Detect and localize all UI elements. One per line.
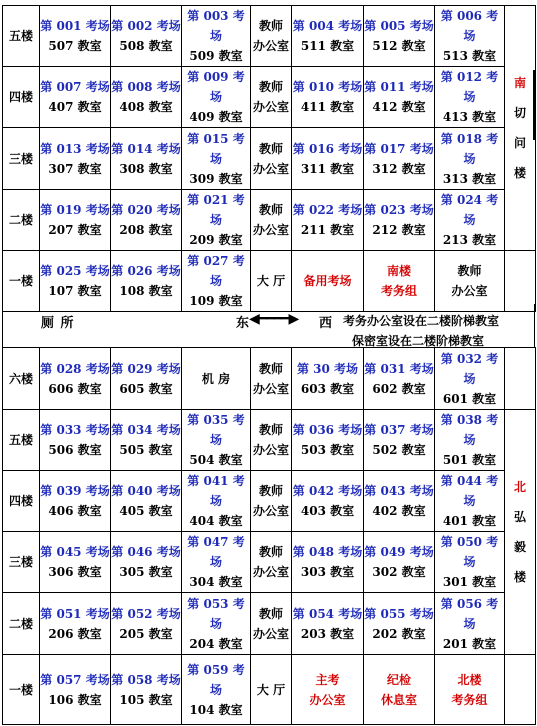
exam-room-cell (111, 251, 182, 312)
classroom-number: 313 教室 (442, 171, 497, 186)
teacher-office-cell (251, 128, 292, 190)
lobby-cell: 大 厅 (251, 251, 292, 312)
exam-room-title: 第 046 考场 (111, 545, 181, 559)
classroom-number: 409 教室 (189, 110, 243, 124)
teacher-office-cell-line: 办公室 (252, 39, 289, 53)
classroom-number: 312 教室 (372, 161, 426, 176)
classroom-number: 402 教室 (372, 504, 426, 518)
classroom-number: 307 教室 (48, 161, 102, 176)
exam-room-title: 第 012 考场 (440, 70, 499, 104)
exam-room-title: 第 036 考场 (292, 423, 363, 437)
exam-room-title: 第 016 考场 (292, 141, 363, 156)
exam-room-cell (111, 593, 182, 655)
exam-room-cell (364, 6, 435, 67)
exam-affairs-cell (435, 655, 505, 725)
exam-room-cell (40, 655, 111, 725)
exam-room-title: 第 002 考场 (111, 19, 181, 33)
exam-room-title: 第 003 考场 (187, 9, 245, 43)
teacher-office-cell-line: 教师 (258, 361, 283, 376)
exam-room-title: 第 015 考场 (187, 131, 245, 166)
teacher-office-cell (251, 190, 292, 251)
classroom-number: 302 教室 (372, 565, 426, 579)
exam-room-cell (40, 128, 111, 190)
teacher-office-cell-line: 办公室 (252, 626, 289, 641)
classroom-number: 211 教室 (300, 223, 355, 237)
classroom-number: 413 教室 (442, 110, 497, 124)
classroom-number: 503 教室 (300, 443, 355, 457)
exam-room-cell (111, 67, 182, 128)
exam-room-cell (111, 6, 182, 67)
exam-room-title: 第 047 考场 (187, 535, 245, 569)
exam-room-cell (182, 471, 251, 532)
building-name-char: 弘 (513, 510, 526, 524)
exam-room-cell (364, 67, 435, 128)
exam-room-title: 第 058 考场 (111, 672, 181, 687)
exam-room-title: 第 038 考场 (440, 413, 499, 447)
discipline-lounge-cell-line: 纪检 (386, 672, 411, 687)
exam-room-cell (40, 532, 111, 593)
exam-room-title: 第 040 考场 (111, 484, 181, 498)
classroom-number: 205 教室 (119, 626, 173, 641)
teacher-office-cell (251, 6, 292, 67)
classroom-number: 406 教室 (48, 504, 102, 518)
classroom-number: 203 教室 (300, 626, 355, 641)
exam-room-cell (182, 593, 251, 655)
exam-room-title: 第 025 考场 (40, 264, 110, 278)
classroom-number: 505 教室 (119, 443, 173, 457)
exam-room-title: 第 032 考场 (440, 351, 499, 386)
exam-room-title: 第 007 考场 (40, 80, 110, 94)
exam-room-title: 第 029 考场 (111, 361, 181, 376)
exam-room-title: 第 033 考场 (40, 423, 110, 437)
exam-room-title: 第 034 考场 (111, 423, 181, 437)
exam-room-cell (182, 532, 251, 593)
exam-room-cell (364, 190, 435, 251)
teacher-office-cell-line: 办公室 (252, 443, 289, 457)
classroom-number: 601 教室 (442, 391, 497, 406)
classroom-number: 502 教室 (372, 443, 426, 457)
classroom-number: 202 教室 (372, 626, 426, 641)
floor-label: 二楼 (3, 190, 40, 251)
building-name-char: 楼 (513, 166, 526, 180)
floor-label: 四楼 (3, 471, 40, 532)
exam-room-title: 第 014 考场 (111, 141, 181, 156)
classroom-number: 509 教室 (189, 49, 243, 63)
classroom-number: 507 教室 (48, 39, 102, 53)
classroom-number: 204 教室 (189, 636, 243, 651)
exam-room-cell (182, 190, 251, 251)
exam-room-title: 第 045 考场 (40, 545, 110, 559)
classroom-number: 501 教室 (442, 453, 497, 467)
north-building-grid (2, 5, 536, 312)
classroom-number: 213 教室 (442, 233, 497, 247)
exam-room-cell (182, 128, 251, 190)
exam-room-cell (111, 410, 182, 471)
classroom-number: 201 教室 (442, 636, 497, 651)
exam-room-cell (111, 190, 182, 251)
exam-room-cell (40, 471, 111, 532)
floor-row (3, 593, 536, 655)
teacher-office-cell-line: 教师 (258, 80, 283, 94)
classroom-number: 408 教室 (119, 100, 173, 114)
building-name-char: 问 (513, 136, 526, 150)
exam-room-title: 第 051 考场 (40, 606, 110, 621)
teacher-office-cell (251, 67, 292, 128)
teacher-office-cell (251, 593, 292, 655)
exam-affairs-cell-line: 北楼 (457, 672, 482, 687)
floor-row (3, 471, 536, 532)
floor-row (3, 6, 536, 67)
exam-room-cell (292, 532, 364, 593)
floor-label: 四楼 (3, 67, 40, 128)
teacher-office-cell-line: 教师 (258, 141, 283, 156)
building-name-label (505, 6, 536, 251)
safe-room-note: 保密室设在二楼阶梯教室 (352, 334, 485, 348)
classroom-number: 504 教室 (189, 453, 243, 467)
classroom-number: 309 教室 (189, 171, 243, 186)
exam-room-title: 第 021 考场 (187, 193, 245, 227)
exam-room-cell (364, 593, 435, 655)
exam-room-title: 第 048 考场 (292, 545, 363, 559)
classroom-number: 105 教室 (119, 692, 173, 707)
floor-label: 二楼 (3, 593, 40, 655)
classroom-number: 212 教室 (372, 223, 426, 237)
floor-row (3, 128, 536, 190)
exam-room-title: 第 049 考场 (364, 545, 434, 559)
classroom-number: 404 教室 (189, 514, 243, 528)
teacher-office-cell-line: 办公室 (451, 284, 488, 298)
exam-room-title: 第 020 考场 (111, 203, 181, 217)
exam-room-title: 第 057 考场 (40, 672, 110, 687)
classroom-number: 403 教室 (300, 504, 355, 518)
exam-room-title: 第 022 考场 (292, 203, 363, 217)
thick-edge-mark (533, 70, 536, 140)
south-building-grid (2, 347, 536, 725)
classroom-number: 208 教室 (119, 223, 173, 237)
exam-room-title: 第 052 考场 (111, 606, 181, 621)
chief-examiner-office-cell (292, 655, 364, 725)
exam-room-title: 第 013 考场 (40, 141, 110, 156)
exam-room-title: 第 041 考场 (187, 474, 245, 508)
exam-room-title: 第 023 考场 (364, 203, 434, 217)
exam-room-cell (111, 532, 182, 593)
exam-room-title: 第 017 考场 (364, 141, 434, 156)
classroom-number: 512 教室 (372, 39, 426, 53)
east-label: 东 (236, 316, 250, 331)
building-name-char: 北 (513, 480, 526, 494)
floor-row (3, 190, 536, 251)
building-name-char: 南 (513, 76, 526, 90)
teacher-office-cell-line: 教师 (258, 19, 283, 33)
floor-row (3, 655, 536, 725)
chief-examiner-office-cell-line: 主考 (315, 672, 340, 687)
teacher-office-cell (251, 471, 292, 532)
exam-room-title: 第 019 考场 (40, 203, 110, 217)
classroom-number: 304 教室 (189, 575, 243, 589)
classroom-number: 405 教室 (119, 504, 173, 518)
exam-room-cell (292, 593, 364, 655)
teacher-office-cell-line: 办公室 (252, 565, 289, 579)
exam-room-cell (40, 6, 111, 67)
classroom-number: 209 教室 (189, 233, 243, 247)
teacher-office-cell-line: 办公室 (252, 100, 289, 114)
teacher-office-cell-line: 教师 (258, 545, 283, 559)
exam-room-title: 第 027 考场 (187, 254, 245, 288)
building-name-char: 毅 (513, 540, 526, 554)
exam-room-cell (435, 190, 505, 251)
teacher-office-cell (251, 532, 292, 593)
floor-label: 六楼 (3, 348, 40, 410)
discipline-lounge-cell-line: 休息室 (380, 692, 417, 707)
exam-room-cell (435, 348, 505, 410)
exam-room-cell (435, 593, 505, 655)
exam-room-title: 第 044 考场 (440, 474, 499, 508)
classroom-number: 305 教室 (119, 565, 173, 579)
empty-cell (505, 348, 536, 410)
exam-room-cell (111, 348, 182, 410)
classroom-number: 106 教室 (48, 692, 102, 707)
empty-cell (505, 655, 536, 725)
exam-room-title: 第 008 考场 (111, 80, 181, 94)
exam-room-cell (435, 67, 505, 128)
floor-label: 三楼 (3, 532, 40, 593)
exam-room-cell (364, 128, 435, 190)
exam-room-title: 第 042 考场 (292, 484, 363, 498)
double-arrow-icon: ◀━━━━▶ (249, 311, 299, 327)
exam-room-title: 第 011 考场 (364, 80, 434, 94)
classroom-number: 108 教室 (119, 284, 173, 298)
classroom-number: 308 教室 (119, 161, 173, 176)
teacher-office-cell (251, 410, 292, 471)
exam-room-title: 第 009 考场 (187, 70, 245, 104)
exam-room-title: 第 031 考场 (364, 361, 434, 376)
classroom-number: 411 教室 (300, 100, 355, 114)
exam-room-title: 第 010 考场 (292, 80, 363, 94)
classroom-number: 206 教室 (48, 626, 102, 641)
exam-room-title: 第 059 考场 (187, 662, 245, 697)
exam-room-title: 第 006 考场 (440, 9, 499, 43)
exam-room-cell (292, 128, 364, 190)
exam-room-title: 第 053 考场 (187, 596, 245, 631)
exam-room-cell (292, 67, 364, 128)
exam-room-title: 第 005 考场 (364, 19, 434, 33)
exam-room-cell (292, 471, 364, 532)
classroom-number: 513 教室 (442, 49, 497, 63)
machine-room-cell: 机 房 (182, 348, 251, 410)
empty-cell (505, 251, 536, 312)
spare-room-cell: 备用考场 (292, 251, 364, 312)
exam-room-title: 第 039 考场 (40, 484, 110, 498)
exam-room-cell (182, 251, 251, 312)
exam-room-title: 第 056 考场 (440, 596, 499, 631)
exam-room-title: 第 30 考场 (296, 361, 359, 376)
exam-room-title: 第 054 考场 (292, 606, 363, 621)
chief-examiner-office-cell-line: 办公室 (309, 692, 346, 707)
exam-room-cell (364, 410, 435, 471)
exam-room-title: 第 028 考场 (40, 361, 110, 376)
exam-room-title: 第 001 考场 (40, 19, 110, 33)
exam-room-cell (40, 251, 111, 312)
classroom-number: 109 教室 (189, 294, 243, 308)
exam-room-cell (182, 655, 251, 725)
exam-room-cell (292, 410, 364, 471)
exam-room-title: 第 018 考场 (440, 131, 499, 166)
classroom-number: 506 教室 (48, 443, 102, 457)
classroom-number: 412 教室 (372, 100, 426, 114)
building-name-char: 楼 (513, 570, 526, 584)
teacher-office-cell (435, 251, 505, 312)
teacher-office-cell-line: 教师 (258, 203, 283, 217)
floor-label: 三楼 (3, 128, 40, 190)
classroom-number: 104 教室 (189, 702, 243, 717)
floor-label: 五楼 (3, 6, 40, 67)
exam-room-cell (40, 67, 111, 128)
exam-room-cell (40, 593, 111, 655)
classroom-number: 107 教室 (48, 284, 102, 298)
classroom-number: 303 教室 (300, 565, 355, 579)
exam-room-title: 第 026 考场 (111, 264, 181, 278)
floor-row (3, 251, 536, 312)
exam-affairs-cell (364, 251, 435, 312)
exam-affairs-cell-line: 考务组 (451, 692, 488, 707)
exam-room-cell (292, 348, 364, 410)
exam-room-cell (435, 471, 505, 532)
exam-room-title: 第 043 考场 (364, 484, 434, 498)
exam-room-title: 第 037 考场 (364, 423, 434, 437)
exam-room-cell (364, 471, 435, 532)
classroom-number: 603 教室 (300, 381, 355, 396)
classroom-number: 407 教室 (48, 100, 102, 114)
classroom-number: 207 教室 (48, 223, 102, 237)
exam-room-title: 第 024 考场 (440, 193, 499, 227)
teacher-office-cell-line: 教师 (258, 606, 283, 621)
building-name-label (505, 410, 536, 655)
exam-room-cell (182, 67, 251, 128)
exam-room-cell (40, 410, 111, 471)
exam-room-cell (364, 532, 435, 593)
exam-affairs-cell-line: 考务组 (380, 284, 417, 298)
floor-row (3, 348, 536, 410)
teacher-office-cell-line: 教师 (457, 264, 482, 278)
floor-row (3, 67, 536, 128)
teacher-office-cell-line: 办公室 (252, 161, 289, 176)
exam-room-cell (40, 348, 111, 410)
exam-room-cell (435, 410, 505, 471)
exam-room-cell (182, 6, 251, 67)
classroom-number: 401 教室 (442, 514, 497, 528)
exam-room-cell (292, 6, 364, 67)
floor-label: 一楼 (3, 655, 40, 725)
floor-row (3, 410, 536, 471)
classroom-number: 602 教室 (372, 381, 426, 396)
floor-label: 五楼 (3, 410, 40, 471)
floor-row (3, 532, 536, 593)
corridor-section (2, 304, 535, 347)
classroom-number: 508 教室 (119, 39, 173, 53)
lobby-cell: 大 厅 (251, 655, 292, 725)
exam-room-title: 第 035 考场 (187, 413, 245, 447)
classroom-number: 306 教室 (48, 565, 102, 579)
teacher-office-cell-line: 办公室 (252, 223, 289, 237)
exam-room-title: 第 055 考场 (364, 606, 434, 621)
exam-room-cell (435, 128, 505, 190)
exam-room-title: 第 050 考场 (440, 535, 499, 569)
teacher-office-cell (251, 348, 292, 410)
exam-room-cell (435, 6, 505, 67)
west-label: 西 (319, 316, 333, 331)
classroom-number: 301 教室 (442, 575, 497, 589)
exam-room-cell (435, 532, 505, 593)
exam-room-cell (364, 348, 435, 410)
teacher-office-cell-line: 办公室 (252, 504, 289, 518)
exam-room-cell (111, 471, 182, 532)
discipline-lounge-cell (364, 655, 435, 725)
exam-room-cell (292, 190, 364, 251)
exam-room-cell (111, 655, 182, 725)
exam-affairs-cell-line: 南楼 (386, 264, 411, 278)
exam-room-title: 第 004 考场 (292, 19, 363, 33)
exam-room-cell (111, 128, 182, 190)
exam-room-cell (40, 190, 111, 251)
floor-label: 一楼 (3, 251, 40, 312)
teacher-office-cell-line: 办公室 (252, 381, 289, 396)
teacher-office-cell-line: 教师 (258, 484, 283, 498)
building-name-char: 切 (513, 106, 526, 120)
classroom-number: 605 教室 (119, 381, 173, 396)
classroom-number: 606 教室 (48, 381, 102, 396)
exam-room-cell (182, 410, 251, 471)
classroom-number: 511 教室 (300, 39, 355, 53)
classroom-number: 311 教室 (300, 161, 355, 176)
exam-office-note: 考务办公室设在二楼阶梯教室 (343, 314, 500, 328)
toilet-label: 厕 所 (41, 316, 75, 331)
teacher-office-cell-line: 教师 (258, 423, 283, 437)
